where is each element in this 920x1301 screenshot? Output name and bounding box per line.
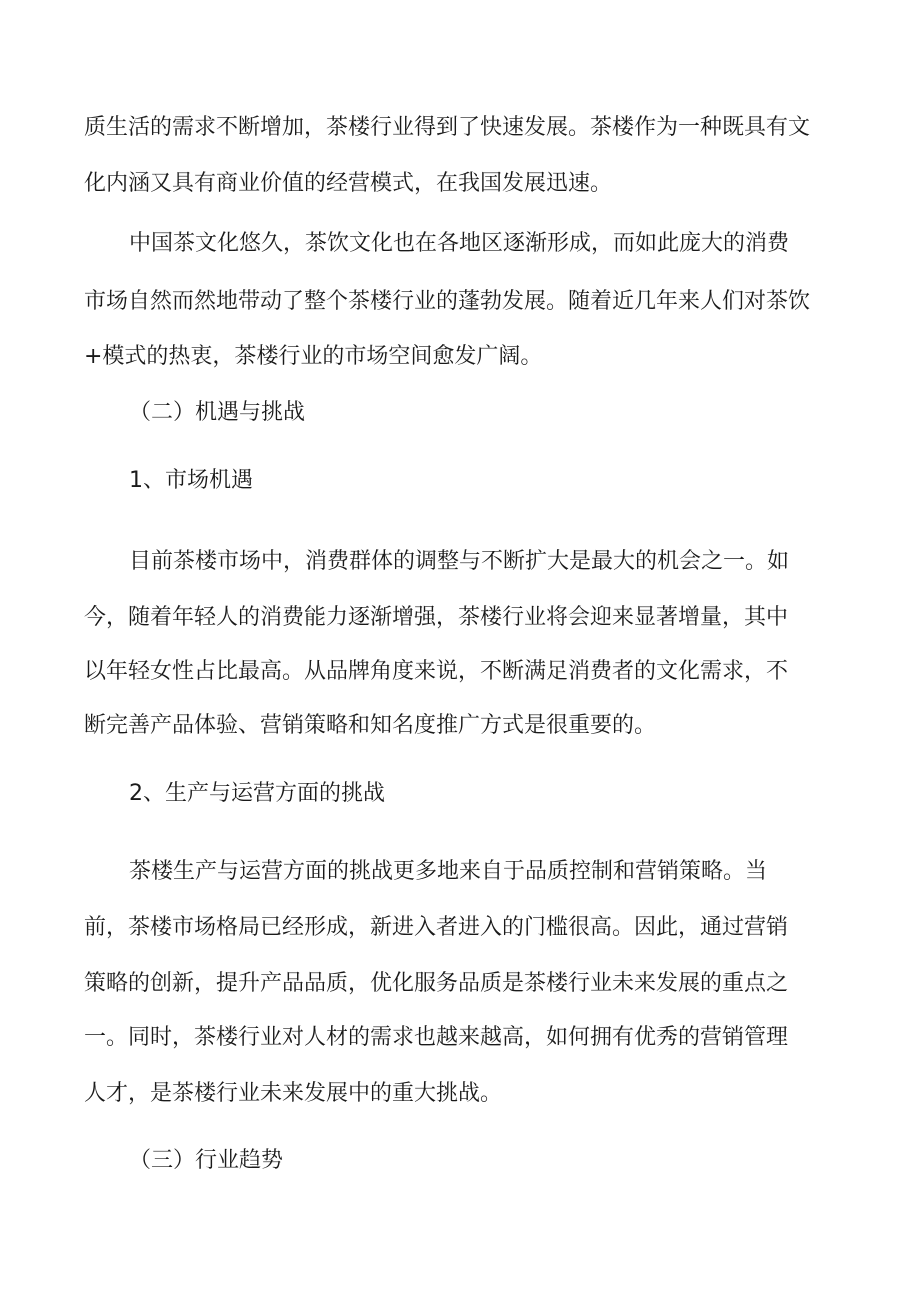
section-heading: （三）行业趋势 bbox=[129, 1148, 284, 1173]
paragraph-line: 中国茶文化悠久，茶饮文化也在各地区逐渐形成，而如此庞大的消费 bbox=[129, 231, 790, 256]
subsection-heading: 2、生产与运营方面的挑战 bbox=[129, 781, 385, 806]
paragraph-line: 前，茶楼市场格局已经形成，新进入者进入的门槛很高。因此，通过营销 bbox=[84, 915, 789, 940]
paragraph-line: 化内涵又具有商业价值的经营模式，在我国发展迅速。 bbox=[84, 171, 613, 196]
paragraph-line: 市场自然而然地带动了整个茶楼行业的蓬勃发展。随着近几年来人们对茶饮 bbox=[84, 289, 811, 314]
paragraph-line: 质生活的需求不断增加，茶楼行业得到了快速发展。茶楼作为一种既具有文 bbox=[84, 115, 811, 140]
paragraph-line: +模式的热衷，茶楼行业的市场空间愈发广阔。 bbox=[84, 344, 543, 369]
paragraph-line: 断完善产品体验、营销策略和知名度推广方式是很重要的。 bbox=[84, 713, 657, 738]
paragraph-line: 茶楼生产与运营方面的挑战更多地来自于品质控制和营销策略。当 bbox=[129, 859, 768, 884]
paragraph-line: 今，随着年轻人的消费能力逐渐增强，茶楼行业将会迎来显著增量，其中 bbox=[84, 605, 789, 630]
paragraph-line: 策略的创新，提升产品品质，优化服务品质是茶楼行业未来发展的重点之 bbox=[84, 971, 789, 996]
section-heading: （二）机遇与挑战 bbox=[129, 400, 306, 425]
paragraph-line: 以年轻女性占比最高。从品牌角度来说，不断满足消费者的文化需求，不 bbox=[84, 659, 789, 684]
paragraph-line: 一。同时，茶楼行业对人材的需求也越来越高，如何拥有优秀的营销管理 bbox=[84, 1025, 789, 1050]
paragraph-line: 人才，是茶楼行业未来发展中的重大挑战。 bbox=[84, 1081, 503, 1106]
subsection-heading: 1、市场机遇 bbox=[129, 468, 253, 493]
paragraph-line: 目前茶楼市场中，消费群体的调整与不断扩大是最大的机会之一。如 bbox=[129, 549, 790, 574]
